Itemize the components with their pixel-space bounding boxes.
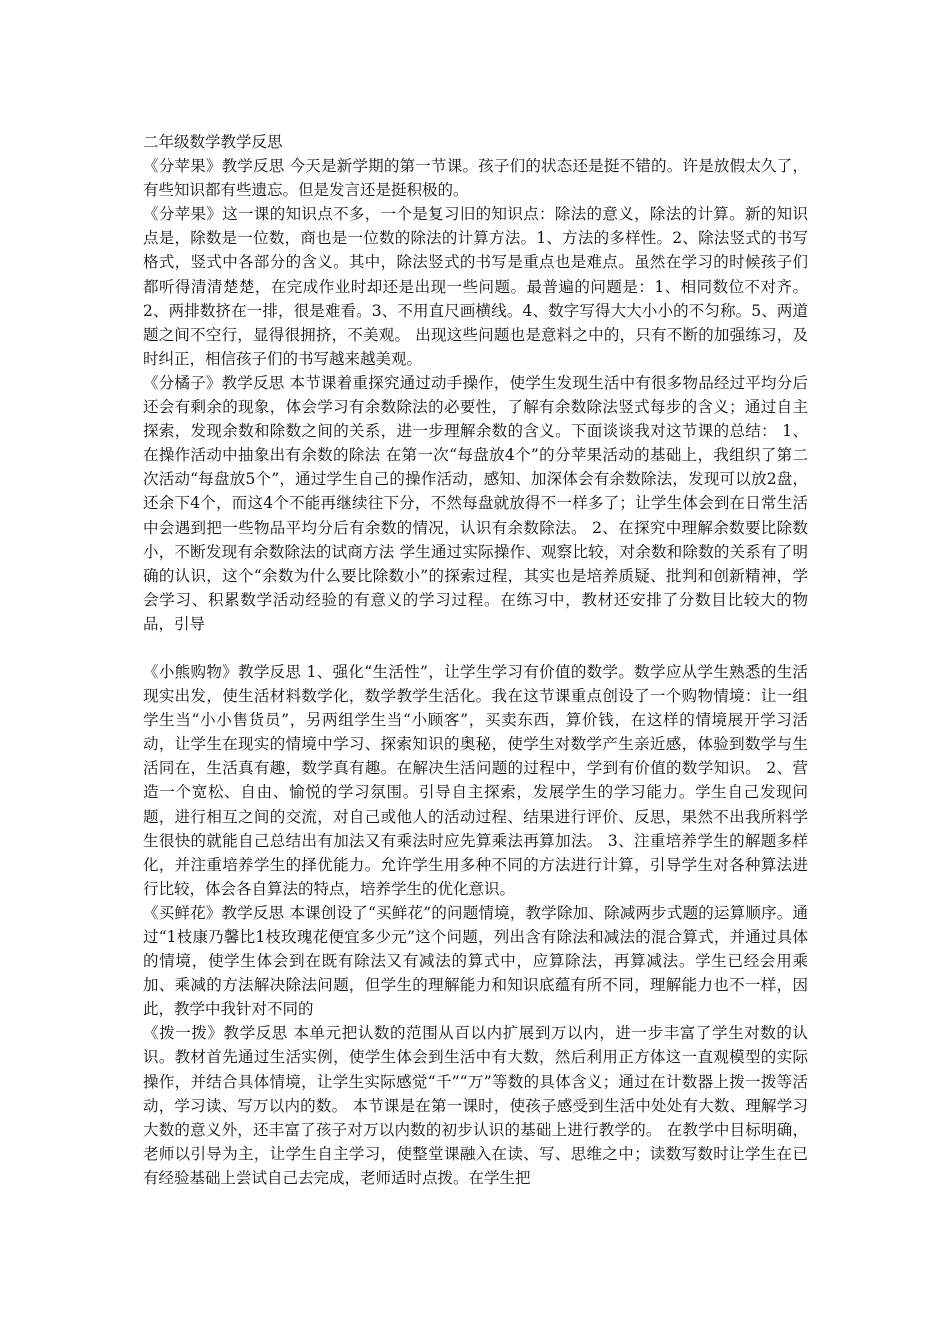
document-title: 二年级数学教学反思: [143, 133, 283, 151]
document-page: [143, 130, 808, 1190]
paragraph-mai-xianhua: 《买鲜花》教学反思 本课创设了“买鲜花”的问题情境，教学除加、除减两步式题的运算顺序。通过“1枝康乃馨比1枝玫瑰花便宜多少元”这个问题，列出含有除法和减法的混合算式，并通过具体的情境，使学生体会到在既有除法又有减法的算式中，应算除法，再算减法。学生已经会用乘加、乘减的方法解决除法问题，但学生的理解能力和知识底蕴有所不同，理解能力也不一样，因此，教学中我针对不同的: [143, 903, 808, 1019]
paragraph-bo-yi-bo: 《拨一拨》教学反思 本单元把认数的范围从百以内扩展到万以内，进一步丰富了学生对数的认识。教材首先通过生活实例，使学生体会到生活中有大数，然后利用正方体这一直观模型的实际操作，并结合具体情境，让学生实际感觉“千”“万”等数的具体含义；通过在计数器上拨一拨等活动，学习读、写万以内的数。 本节课是在第一课时，使孩子感受到生活中处处有大数、理解学习大数的意义外，还丰富了孩子对万以内数的初步认识的基础上进行教学的。 在教学中目标明确，老师以引导为主，让学生自主学习，使整堂课融入在读、写、思维之中；读数写数时让学生在已有经验基础上尝试自己去完成，老师适时点拨。在学生把: [143, 1024, 808, 1187]
paragraph-gap: [143, 636, 808, 660]
paragraph-fen-juzi: 《分橘子》教学反思 本节课着重探究通过动手操作，使学生发现生活中有很多物品经过平均分后还会有剩余的现象，体会学习有余数除法的必要性，了解有余数除法竖式每步的含义；通过自主探索，发现余数和除数之间的关系，进一步理解余数的含义。下面谈谈我对这节课的总结： 1、在操作活动中抽象出有余数的除法 在第一次“每盘放4个”的分苹果活动的基础上，我组织了第二次活动“每盘放5个”，通过学生自己的操作活动，感知、加深体会有余数除法，发现可以放2盘，还余下4个，而这4个不能再继续往下分，不然每盘就放得不一样多了；让学生体会到在日常生活中会遇到把一些物品平均分后有余数的情况，认识有余数除法。 2、在探究中理解余数要比除数小，不断发现有余数除法的试商方法 学生通过实际操作、观察比较，对余数和除数的关系有了明确的认识，这个“余数为什么要比除数小”的探索过程，其实也是培养质疑、批判和创新精神，学会学习、积累数学活动经验的有意义的学习过程。在练习中，教材还安排了分数目比较大的物品，引导: [143, 373, 808, 633]
paragraph-fen-pingguo-detail: 《分苹果》这一课的知识点不多，一个是复习旧的知识点：除法的意义，除法的计算。新的知识点是，除数是一位数，商也是一位数的除法的计算方法。1、方法的多样性。2、除法竖式的书写格式，竖式中各部分的含义。其中，除法竖式的书写是重点也是难点。虽然在学习的时候孩子们都听得清清楚楚，在完成作业时却还是出现一些问题。最普遍的问题是：1、相同数位不对齐。2、两排数挤在一排，很是难看。3、不用直尺画横线。4、数字写得大大小小的不匀称。5、两道题之间不空行，显得很拥挤，不美观。 出现这些问题也是意料之中的，只有不断的加强练习，及时纠正，相信孩子们的书写越来越美观。: [143, 205, 808, 368]
paragraph-fen-pingguo-intro: 《分苹果》教学反思 今天是新学期的第一节课。孩子们的状态还是挺不错的。许是放假太久了，有些知识都有些遗忘。但是发言还是挺积极的。: [143, 157, 808, 200]
paragraph-xiaoxiong-gouwu: 《小熊购物》教学反思 1、强化“生活性”，让学生学习有价值的数学。数学应从学生熟悉的生活现实出发，使生活材料数学化，数学教学生活化。我在这节课重点创设了一个购物情境：让一组学生当“小小售货员”，另两组学生当“小顾客”，买卖东西，算价钱，在这样的情境展开学习活动，让学生在现实的情境中学习、探索知识的奥秘，使学生对数学产生亲近感，体验到数学与生活同在，生活真有趣，数学真有趣。在解决生活问题的过程中，学到有价值的数学知识。 2、营造一个宽松、自由、愉悦的学习氛围。引导自主探索，发展学生的学习能力。学生自己发现问题，进行相互之间的交流，对自己或他人的活动过程、结果进行评价、反思，果然不出我所料学生很快的就能自己总结出有加法又有乘法时应先算乘法再算加法。 3、注重培养学生的解题多样化，并注重培养学生的择优能力。允许学生用多种不同的方法进行计算，引导学生对各种算法进行比较，体会各自算法的特点，培养学生的优化意识。: [143, 662, 808, 898]
